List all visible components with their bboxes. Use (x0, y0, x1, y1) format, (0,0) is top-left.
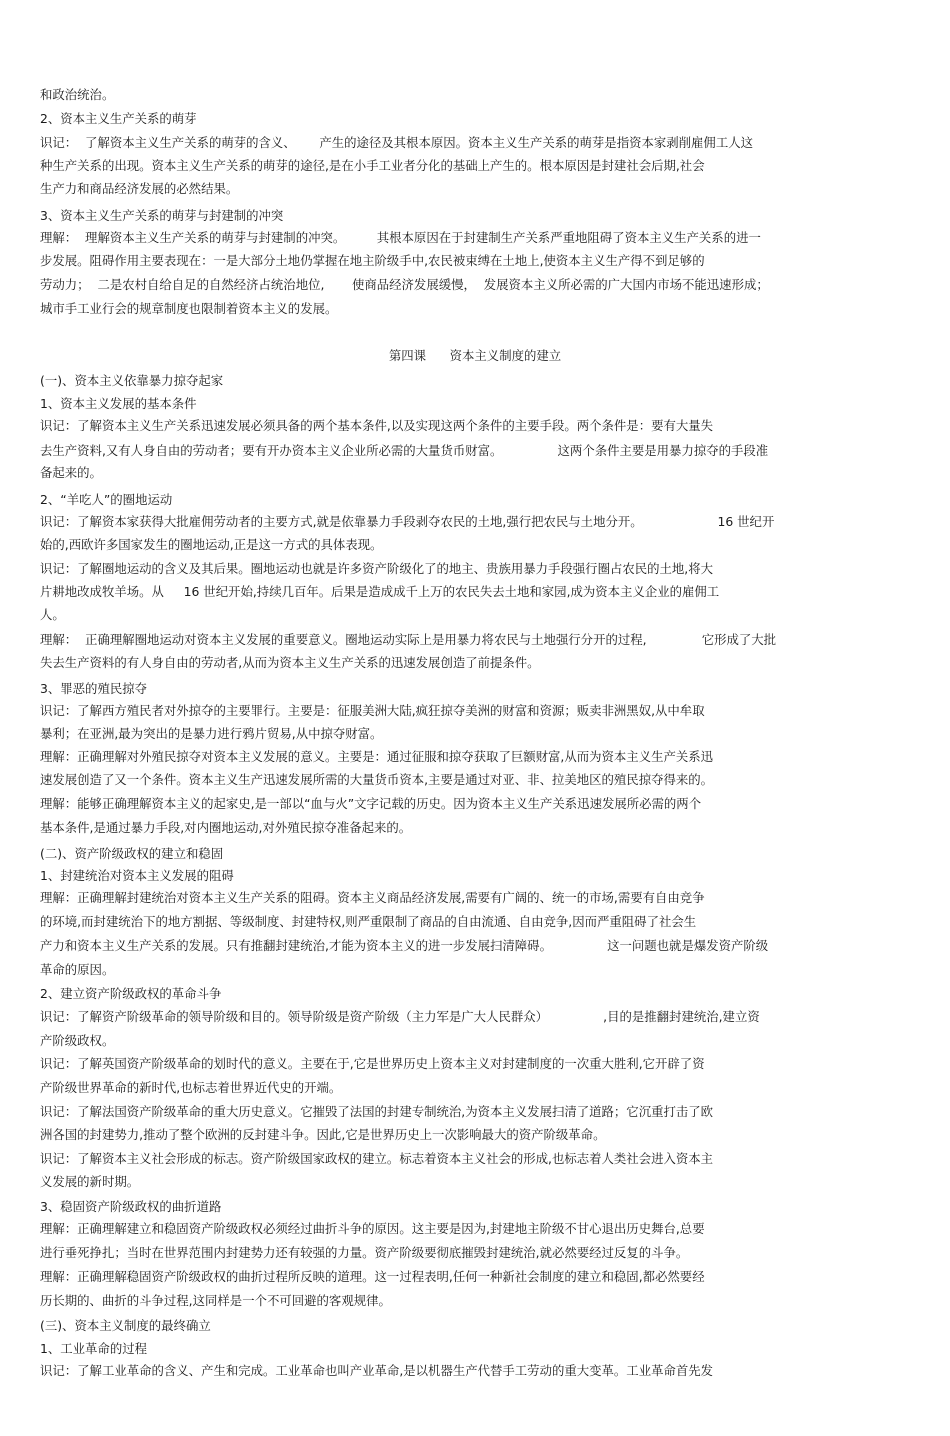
text-line: 历长期的、曲折的斗争过程,这同样是一个不可回避的客观规律。 (40, 1293, 391, 1308)
text-line: 识记：了解圈地运动的含义及其后果。圈地运动也就是许多资产阶级化了的地主、贵族用暴力手段强行圈占农民的土地,将大 (40, 561, 714, 576)
text-line: 识记：了解资本主义社会形成的标志。资产阶级国家政权的建立。标志着资本主义社会的形成,也标志着人类社会进入资本主 (40, 1151, 714, 1166)
text-line: 识记：了解资本家获得大批雇佣劳动者的主要方式,就是依靠暴力手段剥夺农民的土地,强行把农民与土地分开。 16 世纪开 (40, 514, 775, 529)
text-line: 识记：了解英国资产阶级革命的划时代的意义。主要在于,它是世界历史上资本主义对封建制度的一次重大胜利,它开辟了资 (40, 1056, 705, 1071)
section-heading: (三)、资本主义制度的最终确立 (40, 1318, 211, 1333)
section-heading: 1、资本主义发展的基本条件 (40, 396, 197, 411)
text-line: 识记：了解资产阶级革命的领导阶级和目的。领导阶级是资产阶级（主力军是广大人民群众） ,目的是推翻封建统治,建立资 (40, 1009, 760, 1024)
text-line: 始的,西欧许多国家发生的圈地运动,正是这一方式的具体表现。 (40, 537, 383, 552)
text-line: 去生产资料,又有人身自由的劳动者；要有开办资本主义企业所必需的大量货币财富。 这两个条件主要是用暴力掠夺的手段准 (40, 443, 769, 458)
text-line: 基本条件,是通过暴力手段,对内圈地运动,对外殖民掠夺准备起来的。 (40, 820, 412, 835)
text-line: 产阶级政权。 (40, 1033, 115, 1048)
text-line: 理解： 正确理解圈地运动对资本主义发展的重要意义。圈地运动实际上是用暴力将农民与土地强行分开的过程, 它形成了大批 (40, 632, 777, 647)
text-line: 识记：了解资本主义生产关系迅速发展必须具备的两个基本条件,以及实现这两个条件的主要手段。两个条件是：要有大量失 (40, 418, 714, 433)
section-heading: 3、资本主义生产关系的萌芽与封建制的冲突 (40, 208, 284, 223)
text-line: 理解： 理解资本主义生产关系的萌芽与封建制的冲突。 其根本原因在于封建制生产关系严重地阻碍了资本主义生产关系的进一 (40, 230, 761, 245)
text-line: 生产力和商品经济发展的必然结果。 (40, 181, 239, 196)
text-line: 人。 (40, 607, 65, 622)
section-heading: 3、稳固资产阶级政权的曲折道路 (40, 1199, 222, 1214)
section-heading: 2、“羊吃人”的圈地运动 (40, 492, 173, 507)
text-line: 理解：正确理解稳固资产阶级政权的曲折过程所反映的道理。这一过程表明,任何一种新社会制度的建立和稳固,都必然要经 (40, 1269, 705, 1284)
text-line: 理解：能够正确理解资本主义的起家史,是一部以“血与火”文字记载的历史。因为资本主义生产关系迅速发展所必需的两个 (40, 796, 702, 811)
text-line: 片耕地改成牧羊场。从 16 世纪开始,持续几百年。后果是造成成千上万的农民失去土地和家园,成为资本主义企业的雇佣工 (40, 584, 720, 599)
text-line: 理解：正确理解对外殖民掠夺对资本主义发展的意义。主要是：通过征服和掠夺获取了巨额财富,从而为资本主义生产关系迅 (40, 749, 714, 764)
text-line: 义发展的新时期。 (40, 1174, 140, 1189)
section-heading: 1、工业革命的过程 (40, 1341, 148, 1356)
text-line: 暴利；在亚洲,最为突出的是暴力进行鸦片贸易,从中掠夺财富。 (40, 726, 383, 741)
text-line: 步发展。阻碍作用主要表现在：一是大部分土地仍掌握在地主阶级手中,农民被束缚在土地上,使资本主义生产得不到足够的 (40, 253, 705, 268)
text-line: 城市手工业行会的规章制度也限制着资本主义的发展。 (40, 301, 338, 316)
section-heading: 3、罪恶的殖民掠夺 (40, 681, 148, 696)
text-line: 识记： 了解资本主义生产关系的萌芽的含义、 产生的途径及其根本原因。资本主义生产关系的萌芽是指资本家剥削雇佣工人这 (40, 135, 753, 150)
text-line: 进行垂死挣扎；当时在世界范围内封建势力还有较强的力量。资产阶级要彻底摧毁封建统治,就必然要经过反复的斗争。 (40, 1245, 689, 1260)
text-line: 洲各国的封建势力,推动了整个欧洲的反封建斗争。因此,它是世界历史上一次影响最大的资产阶级革命。 (40, 1127, 606, 1142)
section-heading: 1、封建统治对资本主义发展的阻碍 (40, 868, 234, 883)
text-line: 理解：正确理解建立和稳固资产阶级政权必须经过曲折斗争的原因。这主要是因为,封建地主阶级不甘心退出历史舞台,总要 (40, 1221, 705, 1236)
lesson-title: 第四课 资本主义制度的建立 (388, 348, 562, 363)
text-line: 理解：正确理解封建统治对资本主义生产关系的阻碍。资本主义商品经济发展,需要有广阔的、统一的市场,需要有自由竞争 (40, 890, 705, 905)
text-line: 识记：了解西方殖民者对外掠夺的主要罪行。主要是：征服美洲大陆,疯狂掠夺美洲的财富和资源；贩卖非洲黑奴,从中牟取 (40, 703, 705, 718)
text-line: 种生产关系的出现。资本主义生产关系的萌芽的途径,是在小手工业者分化的基础上产生的。根本原因是封建社会后期,社会 (40, 158, 705, 173)
text-line: 革命的原因。 (40, 962, 115, 977)
text-line: 识记：了解工业革命的含义、产生和完成。工业革命也叫产业革命,是以机器生产代替手工劳动的重大变革。工业革命首先发 (40, 1363, 714, 1378)
text-line: 识记：了解法国资产阶级革命的重大历史意义。它摧毁了法国的封建专制统治,为资本主义发展扫清了道路；它沉重打击了欧 (40, 1104, 714, 1119)
text-line: 失去生产资料的有人身自由的劳动者,从而为资本主义生产关系的迅速发展创造了前提条件。 (40, 655, 540, 670)
text-line: 和政治统治。 (40, 87, 115, 102)
text-line: 产力和资本主义生产关系的发展。只有推翻封建统治,才能为资本主义的进一步发展扫清障碍。 这一问题也就是爆发资产阶级 (40, 938, 769, 953)
section-heading: (二)、资产阶级政权的建立和稳固 (40, 846, 224, 861)
section-heading: 2、资本主义生产关系的萌芽 (40, 111, 197, 126)
text-line: 的环境,而封建统治下的地方割据、等级制度、封建特权,则严重限制了商品的自由流通、自由竞争,因而严重阻碍了社会生 (40, 914, 697, 929)
text-line: 速发展创造了又一个条件。资本主义生产迅速发展所需的大量货币资本,主要是通过对亚、非、拉美地区的殖民掠夺得来的。 (40, 772, 714, 787)
section-heading: (一)、资本主义依靠暴力掠夺起家 (40, 373, 224, 388)
text-line: 产阶级世界革命的新时代,也标志着世界近代史的开端。 (40, 1080, 342, 1095)
text-line: 劳动力； 二是农村自给自足的自然经济占统治地位, 使商品经济发展缓慢， 发展资本主义所必需的广大国内市场不能迅速形成； (40, 277, 769, 292)
text-line: 备起来的。 (40, 465, 102, 480)
section-heading: 2、建立资产阶级政权的革命斗争 (40, 986, 222, 1001)
